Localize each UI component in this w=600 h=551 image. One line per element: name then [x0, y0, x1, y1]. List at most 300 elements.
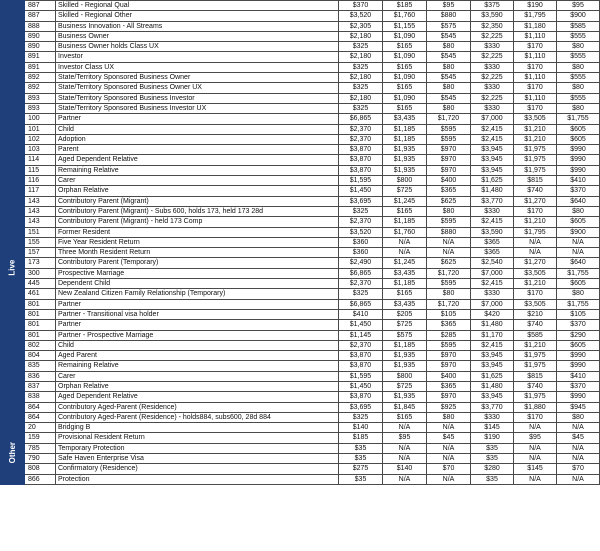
table-row [1, 412, 600, 422]
fee-col-1-cell: $275 [339, 464, 383, 474]
fee-col-5-cell: $170 [514, 412, 557, 422]
fee-col-5-cell: $815 [514, 371, 557, 381]
fee-col-6-cell: $370 [557, 186, 600, 196]
fee-col-1-cell: $6,865 [339, 268, 383, 278]
fee-col-5-cell: $1,270 [514, 258, 557, 268]
fee-col-4-cell: $2,415 [471, 124, 514, 134]
visa-description-cell: Parent [56, 145, 339, 155]
fee-col-4-cell: $3,945 [471, 165, 514, 175]
fee-col-6-cell: $605 [557, 279, 600, 289]
fee-col-5-cell: $1,210 [514, 340, 557, 350]
visa-subclass-cell: 836 [25, 371, 56, 381]
table-row [1, 289, 600, 299]
fee-col-4-cell: $190 [471, 433, 514, 443]
fee-col-6-cell: $70 [557, 464, 600, 474]
fee-col-5-cell: $1,975 [514, 351, 557, 361]
visa-subclass-cell: 837 [25, 381, 56, 391]
fee-col-3-cell: $925 [427, 402, 471, 412]
table-row [1, 31, 600, 41]
visa-subclass-cell: 893 [25, 103, 56, 113]
fee-col-5-cell: $170 [514, 206, 557, 216]
fee-col-6-cell: $605 [557, 134, 600, 144]
fee-col-4-cell: $330 [471, 83, 514, 93]
fee-col-1-cell: $325 [339, 412, 383, 422]
fee-col-6-cell: $80 [557, 289, 600, 299]
fee-col-2-cell: $725 [383, 381, 427, 391]
fee-col-6-cell: $80 [557, 206, 600, 216]
fee-col-2-cell: $1,090 [383, 93, 427, 103]
table-row [1, 371, 600, 381]
fee-col-1-cell: $1,450 [339, 320, 383, 330]
fee-col-2-cell: $1,760 [383, 11, 427, 21]
fee-col-1-cell: $325 [339, 289, 383, 299]
table-row [1, 248, 600, 258]
visa-subclass-cell: 157 [25, 248, 56, 258]
visa-subclass-cell: 890 [25, 42, 56, 52]
table-row [1, 330, 600, 340]
fee-col-4-cell: $1,625 [471, 176, 514, 186]
fee-col-5-cell: $1,110 [514, 31, 557, 41]
fee-col-6-cell: $80 [557, 83, 600, 93]
fee-col-4-cell: $330 [471, 42, 514, 52]
fee-col-2-cell: $3,435 [383, 114, 427, 124]
visa-subclass-cell: 838 [25, 392, 56, 402]
fee-col-2-cell: $1,935 [383, 351, 427, 361]
fee-col-4-cell: $2,225 [471, 73, 514, 83]
fee-col-6-cell: $990 [557, 392, 600, 402]
visa-description-cell: Protection [56, 474, 339, 484]
table-row [1, 124, 600, 134]
fee-col-6-cell: $605 [557, 217, 600, 227]
fee-col-4-cell: $330 [471, 62, 514, 72]
fee-col-2-cell: $165 [383, 83, 427, 93]
fee-col-3-cell: $1,720 [427, 114, 471, 124]
fee-col-2-cell: N/A [383, 454, 427, 464]
table-row [1, 93, 600, 103]
fee-col-4-cell: $420 [471, 309, 514, 319]
table-row [1, 351, 600, 361]
fee-col-1-cell: $3,870 [339, 165, 383, 175]
fee-col-2-cell: $1,245 [383, 258, 427, 268]
fee-col-1-cell: $360 [339, 237, 383, 247]
visa-description-cell: Bridging B [56, 423, 339, 433]
fee-col-3-cell: $80 [427, 83, 471, 93]
fee-col-3-cell: $595 [427, 134, 471, 144]
visa-description-cell: Carer [56, 176, 339, 186]
fee-col-5-cell: N/A [514, 237, 557, 247]
fee-col-3-cell: $545 [427, 31, 471, 41]
visa-description-cell: Business Owner holds Class UX [56, 42, 339, 52]
table-row [1, 155, 600, 165]
fee-col-5-cell: $1,110 [514, 93, 557, 103]
fee-col-3-cell: $545 [427, 52, 471, 62]
fee-col-5-cell: $170 [514, 289, 557, 299]
fee-col-6-cell: $900 [557, 227, 600, 237]
fee-col-2-cell: $725 [383, 320, 427, 330]
fee-col-4-cell: $3,945 [471, 155, 514, 165]
fee-col-4-cell: $330 [471, 289, 514, 299]
fee-col-6-cell: $95 [557, 1, 600, 11]
table-row [1, 165, 600, 175]
visa-description-cell: State/Territory Sponsored Business Owner [56, 73, 339, 83]
fee-col-1-cell: $2,490 [339, 258, 383, 268]
fee-col-4-cell: $1,625 [471, 371, 514, 381]
fee-col-1-cell: $2,370 [339, 217, 383, 227]
fee-col-3-cell: $365 [427, 186, 471, 196]
table-row [1, 145, 600, 155]
fee-col-3-cell: $45 [427, 433, 471, 443]
fee-col-4-cell: $2,225 [471, 52, 514, 62]
table-row [1, 361, 600, 371]
visa-description-cell: Aged Dependent Relative [56, 155, 339, 165]
fee-col-3-cell: $400 [427, 371, 471, 381]
fee-col-4-cell: $7,000 [471, 299, 514, 309]
fee-col-5-cell: $1,210 [514, 134, 557, 144]
fee-col-4-cell: $2,225 [471, 31, 514, 41]
table-row [1, 103, 600, 113]
fee-col-2-cell: $725 [383, 186, 427, 196]
table-row [1, 206, 600, 216]
fee-col-1-cell: $2,370 [339, 279, 383, 289]
fee-col-5-cell: $210 [514, 309, 557, 319]
visa-subclass-cell: 173 [25, 258, 56, 268]
fee-col-5-cell: $740 [514, 381, 557, 391]
fee-col-5-cell: $170 [514, 83, 557, 93]
visa-description-cell: Skilled - Regional Qual [56, 1, 339, 11]
visa-description-cell: State/Territory Sponsored Business Investor [56, 93, 339, 103]
fee-col-2-cell: $3,435 [383, 268, 427, 278]
fee-col-5-cell: $815 [514, 176, 557, 186]
table-row [1, 454, 600, 464]
table-row [1, 176, 600, 186]
fee-col-1-cell: $1,450 [339, 381, 383, 391]
fee-col-6-cell: N/A [557, 443, 600, 453]
visa-subclass-cell: 802 [25, 340, 56, 350]
fee-col-4-cell: $7,000 [471, 268, 514, 278]
table-row [1, 309, 600, 319]
visa-subclass-cell: 890 [25, 31, 56, 41]
fee-col-3-cell: $970 [427, 165, 471, 175]
visa-subclass-cell: 801 [25, 299, 56, 309]
fee-col-2-cell: $1,185 [383, 217, 427, 227]
fee-col-2-cell: $1,185 [383, 279, 427, 289]
table-row [1, 42, 600, 52]
fee-col-6-cell: N/A [557, 423, 600, 433]
visa-subclass-cell: 151 [25, 227, 56, 237]
visa-subclass-cell: 445 [25, 279, 56, 289]
fee-col-4-cell: $365 [471, 237, 514, 247]
table-row [1, 423, 600, 433]
fee-col-6-cell: $990 [557, 165, 600, 175]
fee-col-3-cell: $545 [427, 73, 471, 83]
fee-col-2-cell: N/A [383, 237, 427, 247]
fee-col-3-cell: $80 [427, 42, 471, 52]
fee-col-1-cell: $3,870 [339, 361, 383, 371]
fee-col-5-cell: $740 [514, 186, 557, 196]
visa-subclass-cell: 116 [25, 176, 56, 186]
fee-col-6-cell: $990 [557, 351, 600, 361]
table-row [1, 392, 600, 402]
fee-col-2-cell: N/A [383, 443, 427, 453]
visa-description-cell: Orphan Relative [56, 186, 339, 196]
fee-col-3-cell: $970 [427, 145, 471, 155]
visa-description-cell: Contributory Aged-Parent (Residence) [56, 402, 339, 412]
visa-description-cell: Aged Parent [56, 351, 339, 361]
table-row [1, 299, 600, 309]
section-band [1, 1, 25, 114]
table-row [1, 433, 600, 443]
visa-description-cell: Remaining Relative [56, 361, 339, 371]
visa-subclass-cell: 20 [25, 423, 56, 433]
fee-col-2-cell: $185 [383, 1, 427, 11]
fee-col-3-cell: $80 [427, 62, 471, 72]
fee-col-1-cell: $3,520 [339, 11, 383, 21]
visa-description-cell: Safe Haven Enterprise Visa [56, 454, 339, 464]
fee-col-5-cell: $3,505 [514, 299, 557, 309]
fee-col-1-cell: $6,865 [339, 299, 383, 309]
fee-col-4-cell: $35 [471, 474, 514, 484]
visa-subclass-cell: 143 [25, 217, 56, 227]
table-row [1, 21, 600, 31]
visa-description-cell: Partner [56, 320, 339, 330]
fee-col-3-cell: N/A [427, 248, 471, 258]
fee-col-5-cell: N/A [514, 248, 557, 258]
fee-col-1-cell: $2,180 [339, 31, 383, 41]
table-row [1, 268, 600, 278]
fee-col-2-cell: $165 [383, 206, 427, 216]
visa-description-cell: Partner - Transitional visa holder [56, 309, 339, 319]
table-row [1, 52, 600, 62]
section-band [1, 114, 25, 423]
fee-col-5-cell: $1,975 [514, 392, 557, 402]
fee-col-6-cell: N/A [557, 454, 600, 464]
visa-description-cell: Orphan Relative [56, 381, 339, 391]
visa-subclass-cell: 864 [25, 412, 56, 422]
fee-col-2-cell: $165 [383, 103, 427, 113]
fee-col-2-cell: $800 [383, 371, 427, 381]
fee-col-3-cell: N/A [427, 443, 471, 453]
fee-col-1-cell: $3,870 [339, 392, 383, 402]
fee-col-6-cell: $1,755 [557, 268, 600, 278]
fee-col-1-cell: $35 [339, 474, 383, 484]
visa-subclass-cell: 887 [25, 1, 56, 11]
visa-subclass-cell: 114 [25, 155, 56, 165]
fee-col-3-cell: $970 [427, 351, 471, 361]
fee-col-1-cell: $3,695 [339, 196, 383, 206]
visa-description-cell: Remaining Relative [56, 165, 339, 175]
fee-col-4-cell: $35 [471, 454, 514, 464]
visa-subclass-cell: 835 [25, 361, 56, 371]
fee-col-3-cell: $400 [427, 176, 471, 186]
fee-col-6-cell: $370 [557, 320, 600, 330]
fee-col-3-cell: $575 [427, 21, 471, 31]
visa-subclass-cell: 115 [25, 165, 56, 175]
fee-col-5-cell: $170 [514, 103, 557, 113]
visa-subclass-cell: 801 [25, 309, 56, 319]
visa-description-cell: Contributory Parent (Migrant) - held 173 Comp [56, 217, 339, 227]
visa-subclass-cell: 143 [25, 206, 56, 216]
fee-col-5-cell: $585 [514, 330, 557, 340]
fee-col-2-cell: $1,090 [383, 52, 427, 62]
fee-col-3-cell: $545 [427, 93, 471, 103]
visa-description-cell: Skilled - Regional Other [56, 11, 339, 21]
visa-subclass-cell: 891 [25, 52, 56, 62]
fee-col-2-cell: $1,185 [383, 134, 427, 144]
fee-col-2-cell: $1,935 [383, 165, 427, 175]
visa-description-cell: Temporary Protection [56, 443, 339, 453]
table-row [1, 196, 600, 206]
visa-description-cell: Partner - Prospective Marriage [56, 330, 339, 340]
fee-col-1-cell: $2,180 [339, 73, 383, 83]
fee-col-3-cell: $1,720 [427, 268, 471, 278]
visa-subclass-cell: 790 [25, 454, 56, 464]
table-row [1, 217, 600, 227]
fee-col-2-cell: N/A [383, 248, 427, 258]
fee-col-1-cell: $1,595 [339, 176, 383, 186]
fee-col-3-cell: $70 [427, 464, 471, 474]
fee-col-6-cell: $80 [557, 42, 600, 52]
fee-col-4-cell: $3,945 [471, 351, 514, 361]
section-label: Other [7, 442, 17, 464]
visa-description-cell: Business Innovation - All Streams [56, 21, 339, 31]
fee-col-3-cell: $80 [427, 412, 471, 422]
visa-description-cell: Investor Class UX [56, 62, 339, 72]
visa-subclass-cell: 888 [25, 21, 56, 31]
visa-subclass-cell: 117 [25, 186, 56, 196]
fee-col-3-cell: $80 [427, 103, 471, 113]
fee-col-3-cell: $95 [427, 1, 471, 11]
table-row [1, 11, 600, 21]
fee-col-5-cell: $3,505 [514, 114, 557, 124]
visa-subclass-cell: 892 [25, 83, 56, 93]
fee-col-3-cell: $595 [427, 279, 471, 289]
fee-col-1-cell: $2,370 [339, 340, 383, 350]
visa-description-cell: Aged Dependent Relative [56, 392, 339, 402]
fee-col-2-cell: $1,935 [383, 392, 427, 402]
fee-col-4-cell: $2,415 [471, 217, 514, 227]
fee-col-1-cell: $325 [339, 62, 383, 72]
fee-col-2-cell: $1,935 [383, 361, 427, 371]
fee-col-2-cell: $1,760 [383, 227, 427, 237]
fee-col-6-cell: N/A [557, 474, 600, 484]
fee-col-5-cell: $1,975 [514, 155, 557, 165]
visa-subclass-cell: 102 [25, 134, 56, 144]
fee-col-6-cell: $1,755 [557, 299, 600, 309]
fee-col-2-cell: $1,155 [383, 21, 427, 31]
fee-col-5-cell: $1,975 [514, 165, 557, 175]
fee-col-2-cell: $95 [383, 433, 427, 443]
fee-col-6-cell: $45 [557, 433, 600, 443]
fee-col-5-cell: N/A [514, 474, 557, 484]
visa-description-cell: Investor [56, 52, 339, 62]
fee-col-6-cell: $555 [557, 73, 600, 83]
fee-col-6-cell: $370 [557, 381, 600, 391]
table-row [1, 1, 600, 11]
visa-description-cell: Five Year Resident Return [56, 237, 339, 247]
table-row [1, 114, 600, 124]
fee-col-4-cell: $2,350 [471, 21, 514, 31]
fee-col-4-cell: $2,415 [471, 134, 514, 144]
fee-col-2-cell: $165 [383, 289, 427, 299]
fee-col-5-cell: $1,180 [514, 21, 557, 31]
visa-description-cell: Contributory Parent (Migrant) - Subs 600, holds 173, held 173 28d [56, 206, 339, 216]
visa-description-cell: Former Resident [56, 227, 339, 237]
fee-col-1-cell: $2,370 [339, 124, 383, 134]
fee-col-3-cell: $595 [427, 340, 471, 350]
section-band [1, 423, 25, 485]
fee-col-5-cell: $1,210 [514, 217, 557, 227]
fee-col-5-cell: $3,505 [514, 268, 557, 278]
table-row [1, 83, 600, 93]
fee-col-6-cell: $990 [557, 145, 600, 155]
visa-subclass-cell: 143 [25, 196, 56, 206]
fee-col-1-cell: $35 [339, 454, 383, 464]
visa-subclass-cell: 864 [25, 402, 56, 412]
fee-col-1-cell: $370 [339, 1, 383, 11]
fee-col-5-cell: $1,210 [514, 124, 557, 134]
fee-col-6-cell: $80 [557, 103, 600, 113]
fee-col-1-cell: $3,520 [339, 227, 383, 237]
table-row [1, 381, 600, 391]
table-row [1, 227, 600, 237]
visa-description-cell: Confirmatory (Residence) [56, 464, 339, 474]
fee-col-4-cell: $365 [471, 248, 514, 258]
fee-col-5-cell: $95 [514, 433, 557, 443]
fee-col-6-cell: $640 [557, 196, 600, 206]
visa-description-cell: State/Territory Sponsored Business Owner UX [56, 83, 339, 93]
fee-col-3-cell: $595 [427, 124, 471, 134]
fee-col-1-cell: $140 [339, 423, 383, 433]
visa-subclass-cell: 887 [25, 11, 56, 21]
visa-description-cell: Contributory Aged-Parent (Residence) - holds884, subs600, 28d 884 [56, 412, 339, 422]
fee-col-4-cell: $3,770 [471, 402, 514, 412]
fee-col-6-cell: $80 [557, 412, 600, 422]
fee-col-2-cell: $165 [383, 412, 427, 422]
visa-subclass-cell: 804 [25, 351, 56, 361]
fee-col-4-cell: $3,590 [471, 11, 514, 21]
visa-description-cell: Provisional Resident Return [56, 433, 339, 443]
visa-subclass-cell: 300 [25, 268, 56, 278]
fee-col-4-cell: $3,770 [471, 196, 514, 206]
fee-col-1-cell: $185 [339, 433, 383, 443]
fee-col-6-cell: N/A [557, 248, 600, 258]
fee-col-2-cell: $575 [383, 330, 427, 340]
table-row [1, 134, 600, 144]
fee-col-5-cell: $1,110 [514, 52, 557, 62]
fee-col-6-cell: $585 [557, 21, 600, 31]
fee-col-6-cell: $945 [557, 402, 600, 412]
fee-col-5-cell: $1,975 [514, 361, 557, 371]
fee-col-6-cell: $990 [557, 361, 600, 371]
fee-col-1-cell: $325 [339, 83, 383, 93]
fee-col-1-cell: $3,870 [339, 155, 383, 165]
table-row [1, 474, 600, 484]
fee-col-4-cell: $1,480 [471, 186, 514, 196]
section-label: Live [7, 259, 17, 276]
fee-col-5-cell: N/A [514, 443, 557, 453]
fee-col-6-cell: $290 [557, 330, 600, 340]
visa-description-cell: Child [56, 340, 339, 350]
fee-col-6-cell: $80 [557, 62, 600, 72]
table-row [1, 320, 600, 330]
fee-col-6-cell: $640 [557, 258, 600, 268]
fee-col-5-cell: $170 [514, 42, 557, 52]
fee-col-5-cell: $1,880 [514, 402, 557, 412]
visa-description-cell: Business Owner [56, 31, 339, 41]
fee-col-4-cell: $3,945 [471, 361, 514, 371]
fee-col-3-cell: $880 [427, 227, 471, 237]
table-row [1, 443, 600, 453]
